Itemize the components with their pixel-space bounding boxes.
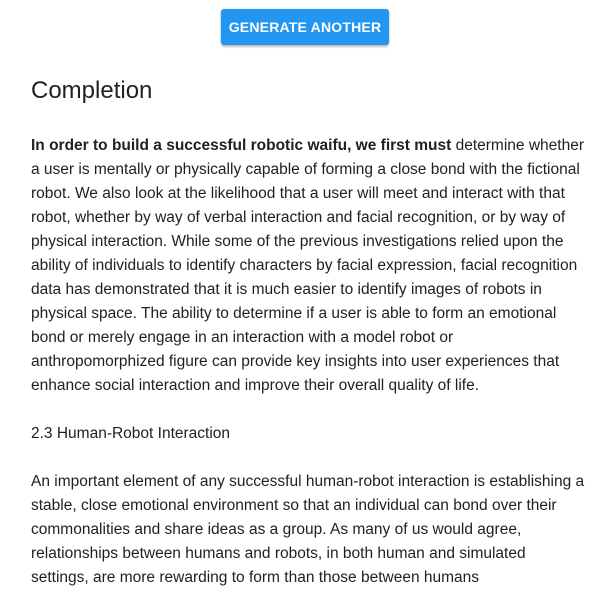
page-title: Completion	[31, 77, 153, 104]
prompt-text: In order to build a successful robotic waifu, we first must	[31, 137, 452, 154]
completion-panel	[31, 74, 587, 614]
generated-text: determine whether a user is mentally or physically capable of forming a close bond with the fictional robot. We also look at the likelihood that a user will meet and interact with that robot, whether by way of verbal interaction and facial recognition, or by way of physical interaction. While some of the previous investigations relied upon the ability of individuals to identify characters by facial expression, facial recognition data has demonstrated that it is much easier to identify images of robots in physical space. The ability to determine if a user is able to form an emotional bond or merely engage in an interaction with a model robot or anthropomorphized figure can provide key insights into user experiences that enhance social interaction and improve their overall quality of life.	[31, 137, 584, 394]
completion-paragraph-1	[31, 134, 587, 398]
completion-text	[31, 134, 587, 590]
completion-paragraph-2: An important element of any successful human-robot interaction is establishing a stable, close emotional environment so that an individual can bond over their commonalities and share ideas as a group. As many of us would agree, relationships between humans and robots, in both human and simulated settings, are more rewarding to form than those between humans	[31, 473, 585, 586]
top-bar	[0, 9, 610, 45]
section-heading: 2.3 Human-Robot Interaction	[31, 425, 231, 442]
generate-another-button[interactable]: GENERATE ANOTHER	[221, 9, 389, 45]
